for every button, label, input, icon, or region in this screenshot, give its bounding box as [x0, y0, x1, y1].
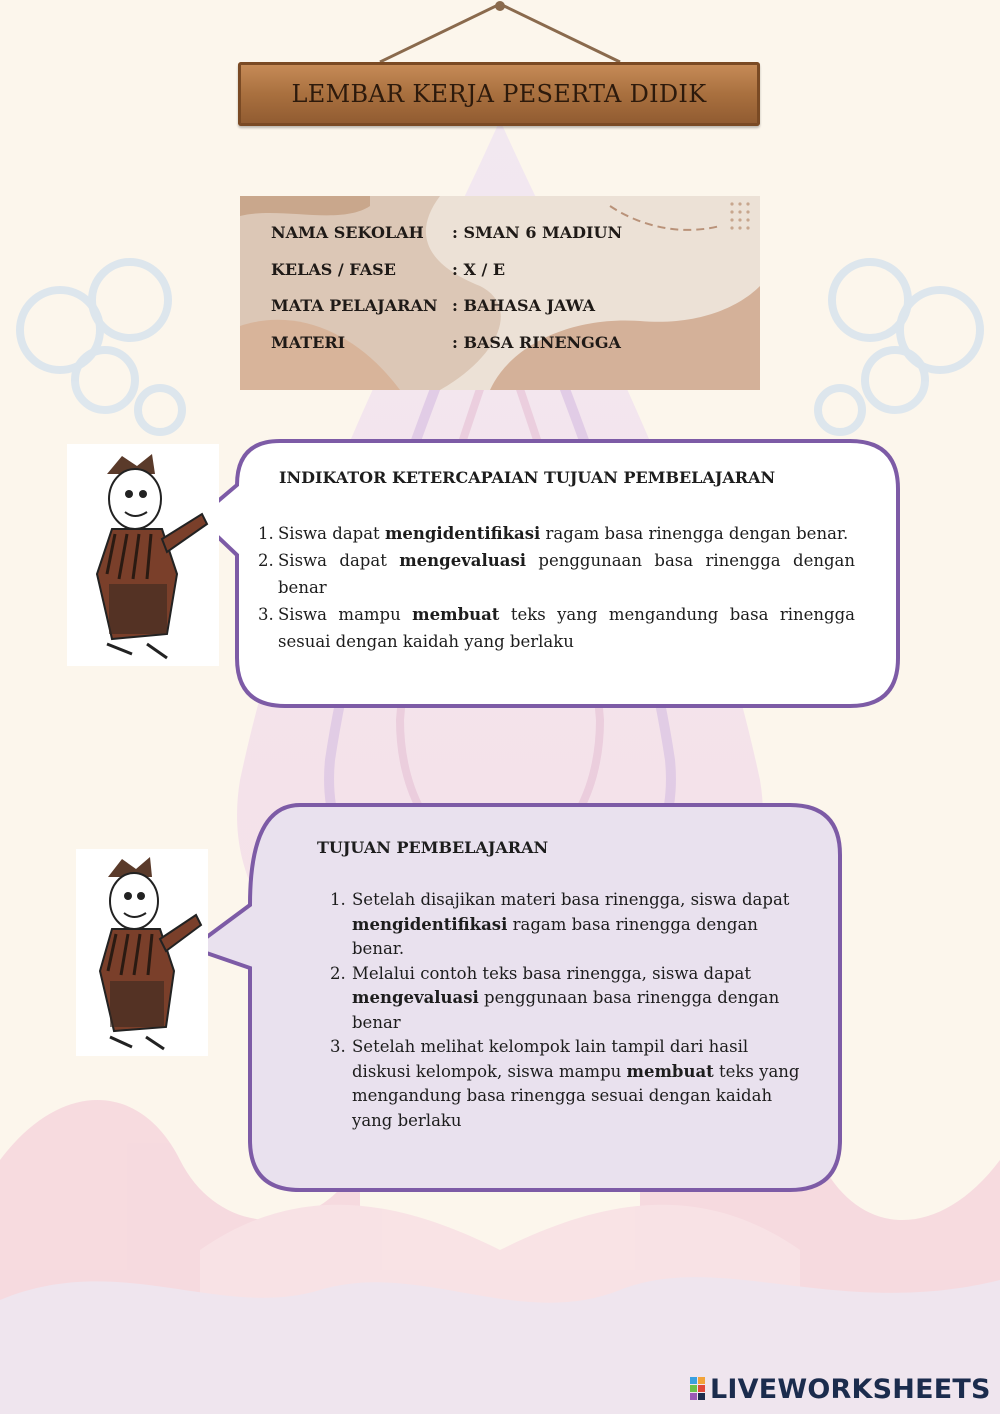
- tujuan-list: [330, 888, 800, 1133]
- list-text-bold: membuat: [626, 1061, 714, 1081]
- identity-label: KELAS / FASE: [271, 260, 396, 279]
- list-number: 1.: [330, 890, 346, 909]
- identity-label: MATERI: [271, 333, 346, 352]
- wayang-character-image: [67, 444, 219, 666]
- list-text: teks yang mengandung basa rinengga sesuai dengan kaidah yang berlaku: [278, 605, 855, 651]
- list-number: 3.: [330, 1037, 346, 1056]
- identity-value: : X / E: [452, 260, 506, 279]
- list-text-bold: mengidentifikasi: [352, 914, 508, 934]
- list-text: ragam basa rinengga dengan benar.: [352, 914, 758, 958]
- identity-value: : BAHASA JAWA: [452, 296, 596, 315]
- list-number: 2.: [258, 551, 274, 570]
- list-text-bold: membuat: [412, 605, 500, 624]
- identity-value: : BASA RINENGGA: [452, 333, 621, 352]
- identity-label: NAMA SEKOLAH: [271, 223, 424, 242]
- liveworksheets-text: LIVEWORKSHEETS: [710, 1373, 991, 1405]
- tujuan-title: TUJUAN PEMBELAJARAN: [317, 838, 549, 857]
- list-text: Setelah disajikan materi basa rinengga, siswa dapat: [352, 890, 790, 909]
- wayang-character-icon: [76, 849, 208, 1056]
- list-item: [258, 520, 855, 547]
- list-text-bold: mengevaluasi: [352, 988, 479, 1007]
- list-text: Siswa dapat: [278, 524, 385, 543]
- list-text: Siswa dapat: [278, 551, 400, 570]
- list-text-bold: mengevaluasi: [399, 551, 526, 570]
- liveworksheets-icon: [690, 1377, 706, 1401]
- list-text: Melalui contoh teks basa rinengga, siswa dapat: [352, 963, 751, 983]
- indikator-title: INDIKATOR KETERCAPAIAN TUJUAN PEMBELAJARAN: [279, 468, 776, 487]
- list-text: Setelah melihat kelompok lain tampil dari hasil diskusi kelompok, siswa mampu: [352, 1037, 749, 1081]
- list-number: 2.: [330, 963, 346, 983]
- wayang-character-icon: [67, 444, 219, 666]
- list-item: [258, 547, 855, 601]
- indikator-list: [258, 520, 855, 655]
- identity-value: : SMAN 6 MADIUN: [452, 223, 623, 242]
- list-text: Siswa mampu: [278, 605, 413, 624]
- identity-label: MATA PELAJARAN: [271, 296, 438, 315]
- list-text: penggunaan basa rinengga dengan benar: [352, 988, 780, 1032]
- list-number: 3.: [258, 605, 274, 624]
- worksheet-title: LEMBAR KERJA PESERTA DIDIK: [291, 80, 707, 108]
- wayang-character-image: [76, 849, 208, 1056]
- list-item: [258, 601, 855, 655]
- list-text: penggunaan basa rinengga dengan benar: [278, 551, 855, 597]
- list-item: [330, 888, 800, 962]
- list-number: 1.: [258, 524, 274, 543]
- list-text-bold: mengidentifikasi: [384, 524, 541, 543]
- list-text: ragam basa rinengga dengan benar.: [540, 524, 849, 543]
- list-item: [330, 1035, 800, 1133]
- list-item: [330, 962, 800, 1036]
- liveworksheets-logo: [690, 1372, 991, 1406]
- list-text: teks yang mengandung basa rinengga sesuai dengan kaidah yang berlaku: [352, 1061, 800, 1130]
